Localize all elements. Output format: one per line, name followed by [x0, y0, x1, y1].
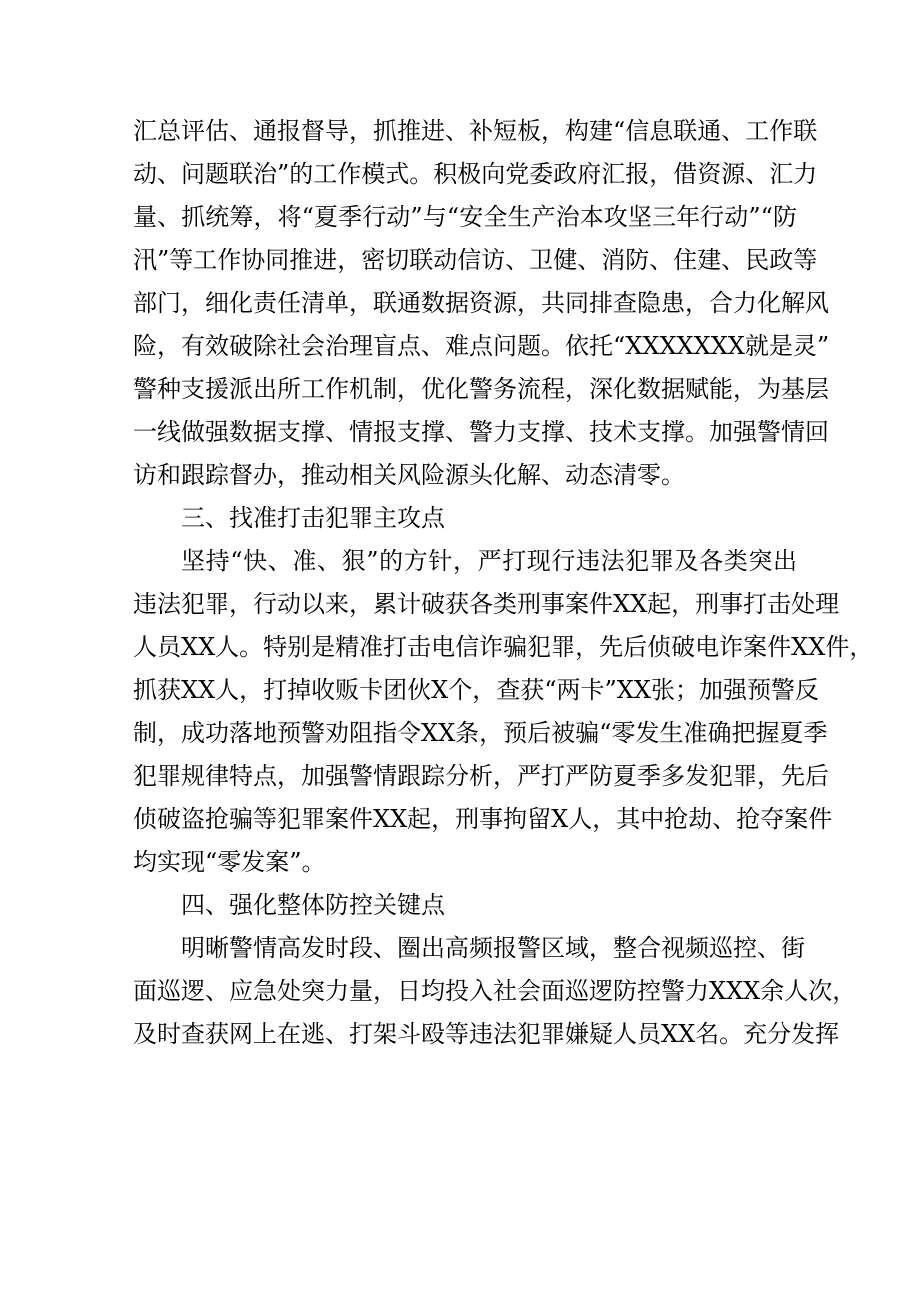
text-line: 侦破盗抢骗等犯罪案件XX起，刑事拘留X人，其中抢劫、抢夺案件 [133, 805, 833, 833]
text-line: 均实现“零发案”。 [133, 848, 326, 876]
paragraph-coordination [133, 110, 830, 497]
text-line: 明晰警情高发时段、圈出高频报警区域，整合视频巡控、街 [181, 934, 805, 962]
text-line: 汇总评估、通报督导，抓推进、补短板，构建“信息联通、工作联 [133, 117, 818, 145]
text-line: 抓获XX人，打掉收贩卡团伙X个，查获“两卡”XX张；加强预警反 [133, 676, 819, 704]
text-line: 犯罪规律特点，加强警情跟踪分析，严打严防夏季多发犯罪，先后 [133, 762, 829, 790]
text-line: 访和跟踪督办，推动相关风险源头化解、动态清零。 [133, 461, 685, 489]
text-line: 汛”等工作协同推进，密切联动信访、卫健、消防、住建、民政等 [133, 246, 818, 274]
text-line: 一线做强数据支撑、情报支撑、警力支撑、技术支撑。加强警情回 [133, 418, 829, 446]
text-line: 坚持“快、准、狠”的方针，严打现行违法犯罪及各类突出 [181, 547, 797, 575]
text-line: 违法犯罪，行动以来，累计破获各类刑事案件XX起，刑事打击处理 [133, 590, 840, 618]
text-line: 面巡逻、应急处突力量，日均投入社会面巡逻防控警力XXX余人次， [133, 977, 857, 1005]
text-line: 警种支援派出所工作机制，优化警务流程，深化数据赋能，为基层 [133, 375, 829, 403]
section-heading-3: 三、找准打击犯罪主攻点 [181, 504, 445, 532]
document-page [133, 110, 874, 1056]
text-line: 制，成功落地预警劝阻指令XX条，预后被骗“零发生准确把握夏季 [133, 719, 828, 747]
text-line: 动、问题联治”的工作模式。积极向党委政府汇报，借资源、汇力 [133, 160, 818, 188]
text-line: 险，有效破除社会治理盲点、难点问题。依托“XXXXXXX就是灵” [133, 332, 830, 360]
section-heading-4: 四、强化整体防控关键点 [181, 891, 445, 919]
text-line: 量、抓统筹，将“夏季行动”与“安全生产治本攻坚三年行动”“防 [133, 203, 797, 231]
text-line: 部门，细化责任清单，联通数据资源，共同排查隐患，合力化解风 [133, 289, 829, 317]
paragraph-crime-strike [133, 540, 874, 884]
paragraph-prevention [133, 927, 857, 1056]
text-line: 及时查获网上在逃、打架斗殴等违法犯罪嫌疑人员XX名。充分发挥 [133, 1020, 840, 1048]
text-line: 人员XX人。特别是精准打击电信诈骗犯罪，先后侦破电诈案件XX件， [133, 633, 874, 661]
